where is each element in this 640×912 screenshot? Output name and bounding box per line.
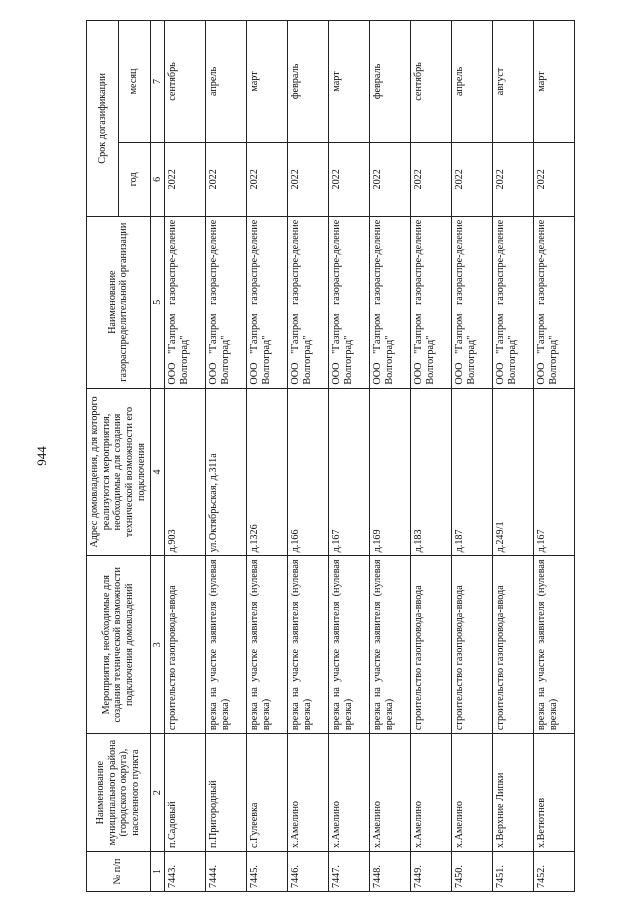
column-number: 5: [150, 216, 165, 388]
year-cell: 2022: [452, 142, 493, 216]
month-cell: апрель: [206, 21, 247, 143]
month-cell: февраль: [288, 21, 329, 143]
column-number: 1: [150, 852, 165, 892]
address-cell: д.166: [288, 388, 329, 556]
column-numbers-row: [150, 21, 165, 892]
year-cell: 2022: [206, 142, 247, 216]
row-number: 7444.: [206, 852, 247, 892]
locality-cell: х.Амелино: [452, 734, 493, 852]
row-number: 7445.: [247, 852, 288, 892]
year-cell: 2022: [165, 142, 206, 216]
address-cell: д.183: [411, 388, 452, 556]
column-number: 3: [150, 556, 165, 734]
year-cell: 2022: [493, 142, 534, 216]
organization-cell: ООО "Газпром газораспре-деление Волгоград": [247, 216, 288, 388]
address-cell: д.187: [452, 388, 493, 556]
row-number: 7452.: [534, 852, 575, 892]
address-cell: д.167: [329, 388, 370, 556]
header-measures: Мероприятия, необходимые для создания технической возможности подключения домовладений: [87, 556, 151, 734]
page-number: 944: [34, 446, 49, 466]
row-number: 7450.: [452, 852, 493, 892]
locality-cell: п.Садовый: [165, 734, 206, 852]
header-deadline: Срок догазификации: [87, 21, 119, 217]
address-cell: д.249/1: [493, 388, 534, 556]
gasification-table: [86, 20, 575, 892]
header-year: год: [118, 142, 150, 216]
organization-cell: ООО "Газпром газораспре-деление Волгоград": [329, 216, 370, 388]
year-cell: 2022: [247, 142, 288, 216]
table-row: [370, 21, 411, 892]
measure-cell: врезка на участке заявителя (нулевая врезка): [206, 556, 247, 734]
header-row: [87, 21, 119, 892]
organization-cell: ООО "Газпром газораспре-деление Волгоград": [534, 216, 575, 388]
header-number: № п/п: [87, 852, 151, 892]
organization-cell: ООО "Газпром газораспре-деление Волгоград": [288, 216, 329, 388]
column-number: 2: [150, 734, 165, 852]
organization-cell: ООО "Газпром газораспре-деление Волгоград": [165, 216, 206, 388]
locality-cell: х.Амелино: [329, 734, 370, 852]
month-cell: март: [329, 21, 370, 143]
locality-cell: х.Ветютнев: [534, 734, 575, 852]
organization-cell: ООО "Газпром газораспре-деление Волгоград": [370, 216, 411, 388]
month-cell: август: [493, 21, 534, 143]
locality-cell: х.Верхние Липки: [493, 734, 534, 852]
locality-cell: х.Амелино: [370, 734, 411, 852]
month-cell: март: [534, 21, 575, 143]
locality-cell: п.Пригородный: [206, 734, 247, 852]
organization-cell: ООО "Газпром газораспре-деление Волгоград": [452, 216, 493, 388]
table-row: [165, 21, 206, 892]
row-number: 7447.: [329, 852, 370, 892]
measure-cell: строительство газопровода-ввода: [493, 556, 534, 734]
year-cell: 2022: [370, 142, 411, 216]
month-cell: февраль: [370, 21, 411, 143]
header-organization: Наименование газораспределительной организации: [87, 216, 151, 388]
month-cell: сентябрь: [165, 21, 206, 143]
row-number: 7446.: [288, 852, 329, 892]
address-cell: д.169: [370, 388, 411, 556]
table-row: [329, 21, 370, 892]
address-cell: д.167: [534, 388, 575, 556]
row-number: 7443.: [165, 852, 206, 892]
row-number: 7448.: [370, 852, 411, 892]
column-number: 7: [150, 21, 165, 143]
locality-cell: х.Амелино: [288, 734, 329, 852]
month-cell: март: [247, 21, 288, 143]
address-cell: ул.Октябрьская, д.311а: [206, 388, 247, 556]
table-row: [493, 21, 534, 892]
header-locality: Наименование муниципального района (городского округа), населенного пункта: [87, 734, 151, 852]
organization-cell: ООО "Газпром газораспре-деление Волгоград": [411, 216, 452, 388]
year-cell: 2022: [411, 142, 452, 216]
measure-cell: врезка на участке заявителя (нулевая врезка): [370, 556, 411, 734]
measure-cell: врезка на участке заявителя (нулевая врезка): [247, 556, 288, 734]
header-month: месяц: [118, 21, 150, 143]
measure-cell: строительство газопровода-ввода: [411, 556, 452, 734]
month-cell: апрель: [452, 21, 493, 143]
table-row: [411, 21, 452, 892]
measure-cell: врезка на участке заявителя (нулевая врезка): [288, 556, 329, 734]
measure-cell: строительство газопровода-ввода: [165, 556, 206, 734]
address-cell: д.1326: [247, 388, 288, 556]
header-address: Адрес домовладения, для которого реализуются мероприятия, необходимые для создания технической возможности его подключения: [87, 388, 151, 556]
table-row: [247, 21, 288, 892]
table-row: [452, 21, 493, 892]
table-row: [534, 21, 575, 892]
locality-cell: х.Амелино: [411, 734, 452, 852]
locality-cell: с.Гулеевка: [247, 734, 288, 852]
column-number: 4: [150, 388, 165, 556]
row-number: 7451.: [493, 852, 534, 892]
address-cell: д.903: [165, 388, 206, 556]
year-cell: 2022: [288, 142, 329, 216]
measure-cell: врезка на участке заявителя (нулевая врезка): [534, 556, 575, 734]
organization-cell: ООО "Газпром газораспре-деление Волгоград": [493, 216, 534, 388]
table-row: [206, 21, 247, 892]
year-cell: 2022: [329, 142, 370, 216]
measure-cell: строительство газопровода-ввода: [452, 556, 493, 734]
month-cell: сентябрь: [411, 21, 452, 143]
measure-cell: врезка на участке заявителя (нулевая врезка): [329, 556, 370, 734]
year-cell: 2022: [534, 142, 575, 216]
row-number: 7449.: [411, 852, 452, 892]
table-row: [288, 21, 329, 892]
organization-cell: ООО "Газпром газораспре-деление Волгоград": [206, 216, 247, 388]
column-number: 6: [150, 142, 165, 216]
